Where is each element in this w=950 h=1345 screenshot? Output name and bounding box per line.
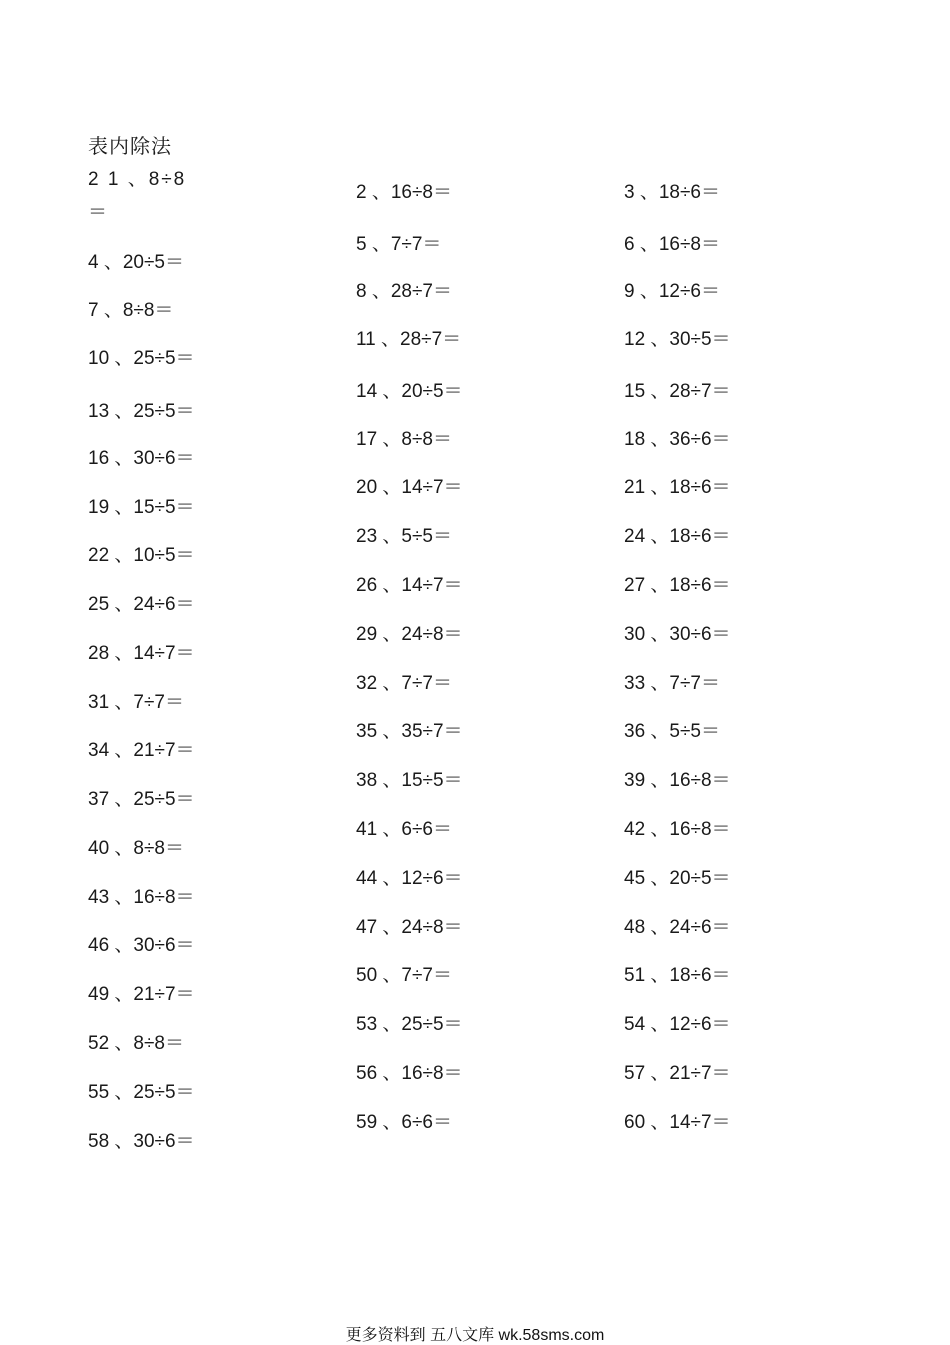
problem-57: 57 、21÷7＝ — [624, 1063, 731, 1084]
problem-34: 34 、21÷7＝ — [88, 740, 195, 761]
problem-51: 51 、18÷6＝ — [624, 965, 731, 986]
problem-58: 58 、30÷6＝ — [88, 1131, 195, 1152]
problem-42: 42 、16÷8＝ — [624, 819, 731, 840]
problem-17: 17 、8÷8＝ — [356, 429, 452, 450]
problem-53: 53 、25÷5＝ — [356, 1014, 463, 1035]
problem-33: 33 、7÷7＝ — [624, 673, 720, 694]
footer-watermark: 更多资料到 五八文库 wk.58sms.com — [345, 1327, 605, 1344]
problem-47: 47 、24÷8＝ — [356, 917, 463, 938]
problem-54: 54 、12÷6＝ — [624, 1014, 731, 1035]
problem-26: 26 、14÷7＝ — [356, 575, 463, 596]
problem-59: 59 、6÷6＝ — [356, 1112, 452, 1133]
problem-19: 19 、15÷5＝ — [88, 497, 195, 518]
problem-52: 52 、8÷8＝ — [88, 1033, 184, 1054]
problem-10: 10 、25÷5＝ — [88, 348, 195, 369]
problem-45: 45 、20÷5＝ — [624, 868, 731, 889]
problem-46: 46 、30÷6＝ — [88, 935, 195, 956]
problem-6: 6 、16÷8＝ — [624, 234, 720, 255]
problem-8: 8 、28÷7＝ — [356, 281, 452, 302]
problem-1-line2: ＝ — [88, 202, 108, 223]
problem-11: 11 、28÷7＝ — [356, 329, 462, 350]
problem-37: 37 、25÷5＝ — [88, 789, 195, 810]
problem-12: 12 、30÷5＝ — [624, 329, 731, 350]
problem-48: 48 、24÷6＝ — [624, 917, 731, 938]
problem-22: 22 、10÷5＝ — [88, 545, 195, 566]
problem-43: 43 、16÷8＝ — [88, 887, 195, 908]
problem-23: 23 、5÷5＝ — [356, 526, 452, 547]
problem-20: 20 、14÷7＝ — [356, 477, 463, 498]
problem-25: 25 、24÷6＝ — [88, 594, 195, 615]
page-title: 表内除法 — [88, 134, 172, 158]
problem-4: 4 、20÷5＝ — [88, 252, 184, 273]
problem-35: 35 、35÷7＝ — [356, 721, 463, 742]
problem-56: 56 、16÷8＝ — [356, 1063, 463, 1084]
problem-40: 40 、8÷8＝ — [88, 838, 184, 859]
problem-21: 21 、18÷6＝ — [624, 477, 731, 498]
problem-18: 18 、36÷6＝ — [624, 429, 731, 450]
problem-9: 9 、12÷6＝ — [624, 281, 720, 302]
problem-13: 13 、25÷5＝ — [88, 401, 195, 422]
problem-30: 30 、30÷6＝ — [624, 624, 731, 645]
problem-39: 39 、16÷8＝ — [624, 770, 731, 791]
problem-2: 2 、16÷8＝ — [356, 182, 452, 203]
problem-31: 31 、7÷7＝ — [88, 692, 184, 713]
problem-24: 24 、18÷6＝ — [624, 526, 731, 547]
problem-3: 3 、18÷6＝ — [624, 182, 720, 203]
problem-28: 28 、14÷7＝ — [88, 643, 195, 664]
problem-7: 7 、8÷8＝ — [88, 300, 174, 321]
problem-29: 29 、24÷8＝ — [356, 624, 463, 645]
problem-38: 38 、15÷5＝ — [356, 770, 463, 791]
problem-41: 41 、6÷6＝ — [356, 819, 452, 840]
problem-32: 32 、7÷7＝ — [356, 673, 452, 694]
problem-55: 55 、25÷5＝ — [88, 1082, 195, 1103]
problem-27: 27 、18÷6＝ — [624, 575, 731, 596]
problem-1-line1: 2 1 、8÷8 — [88, 169, 187, 190]
problem-50: 50 、7÷7＝ — [356, 965, 452, 986]
problem-44: 44 、12÷6＝ — [356, 868, 463, 889]
problem-49: 49 、21÷7＝ — [88, 984, 195, 1005]
problem-14: 14 、20÷5＝ — [356, 381, 463, 402]
problem-16: 16 、30÷6＝ — [88, 448, 195, 469]
problem-15: 15 、28÷7＝ — [624, 381, 731, 402]
problem-36: 36 、5÷5＝ — [624, 721, 720, 742]
problem-5: 5 、7÷7＝ — [356, 234, 442, 255]
problem-60: 60 、14÷7＝ — [624, 1112, 731, 1133]
